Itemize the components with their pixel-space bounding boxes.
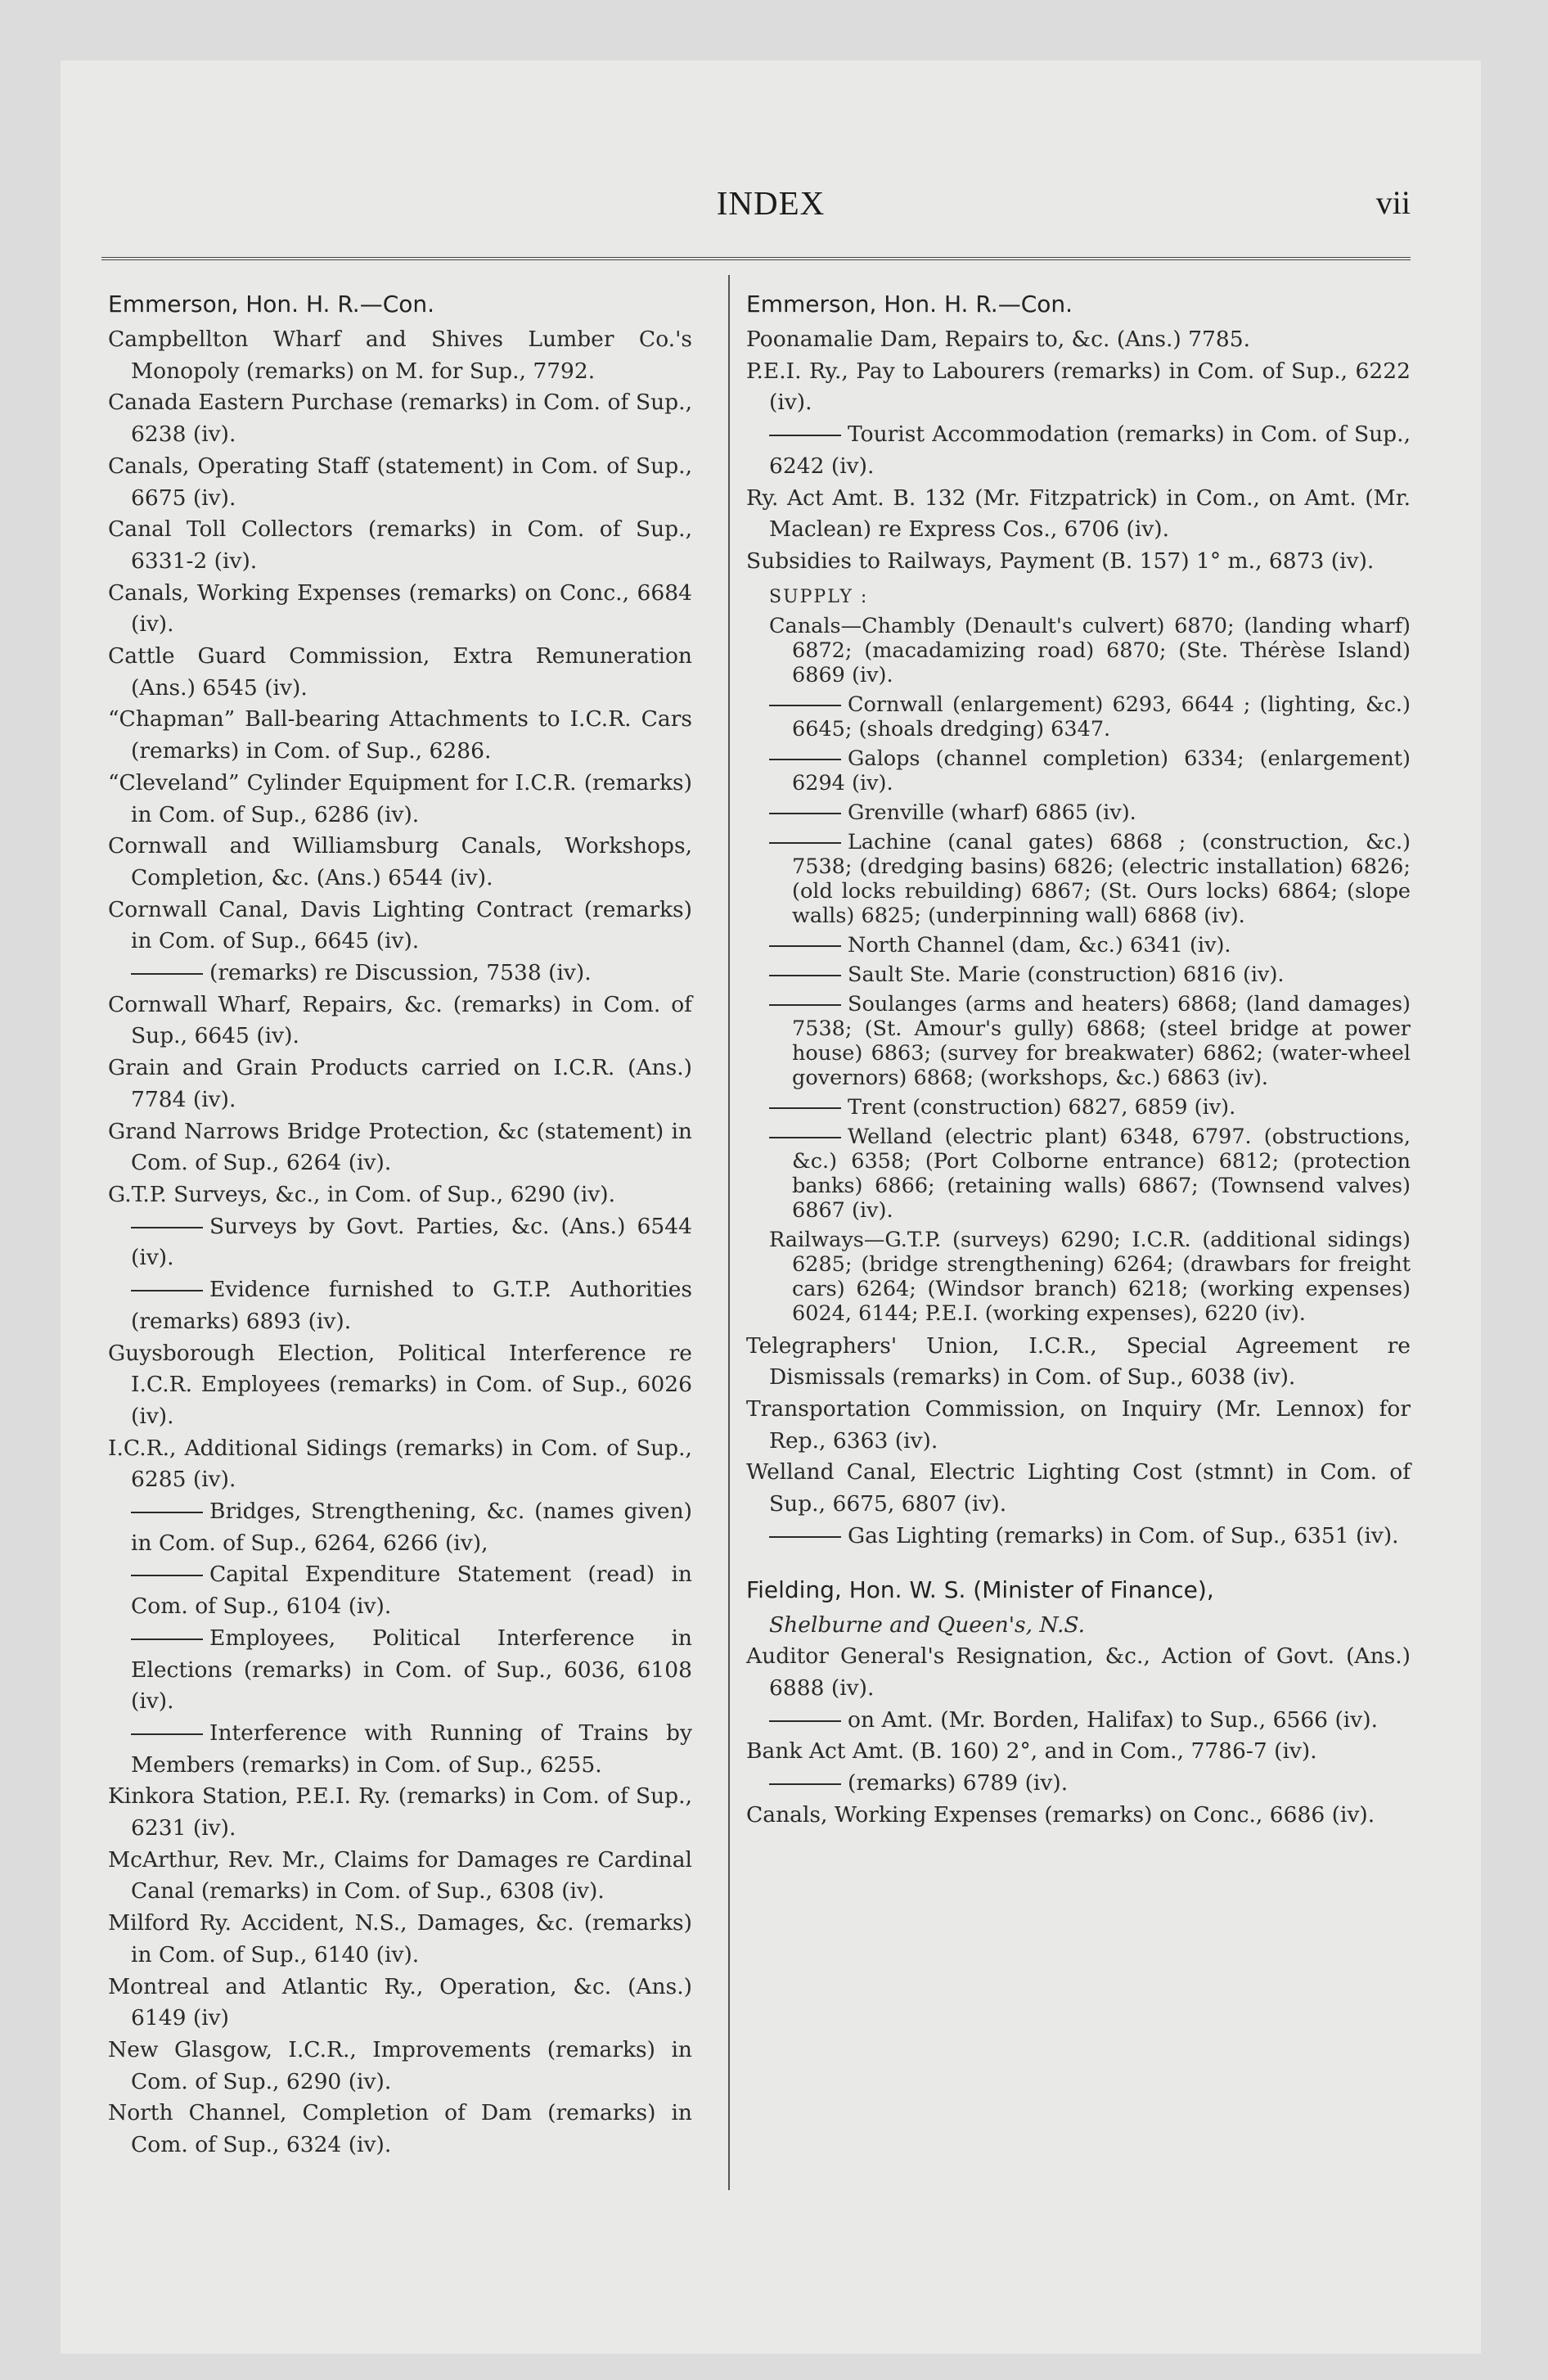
index-entry: Capital Expenditure Statement (read) in Com. of Sup., 6104 (iv). bbox=[131, 1562, 692, 1620]
index-entry: Welland Canal, Electric Lighting Cost (stmnt) in Com. of Sup., 6675, 6807 (iv). bbox=[746, 1459, 1411, 1517]
ditto-dash bbox=[769, 1720, 841, 1722]
ditto-dash bbox=[131, 1733, 203, 1735]
index-entry: Soulanges (arms and heaters) 6868; (land damages) 7538; (St. Amour's gully) 6868; (steel bridge at power house) 6863; (survey for breakwater) 6862; (water-wheel governors) 6868; (workshops, &c.) 6863 (iv). bbox=[746, 992, 1411, 1090]
index-entry: Milford Ry. Accident, N.S., Damages, &c. (remarks) in Com. of Sup., 6140 (iv). bbox=[108, 1910, 692, 1968]
index-entry: Poonamalie Dam, Repairs to, &c. (Ans.) 7785. bbox=[746, 327, 1251, 352]
index-entry: Sault Ste. Marie (construction) 6816 (iv). bbox=[746, 962, 1411, 987]
index-entry: Surveys by Govt. Parties, &c. (Ans.) 6544 (iv). bbox=[131, 1213, 692, 1271]
ditto-dash bbox=[769, 975, 841, 976]
index-entry: Transportation Commission, on Inquiry (Mr. Lennox) for Rep., 6363 (iv). bbox=[746, 1396, 1411, 1454]
index-entry: Canals, Working Expenses (remarks) on Conc., 6686 (iv). bbox=[746, 1801, 1375, 1828]
ditto-dash bbox=[131, 973, 203, 975]
index-entry: G.T.P. Surveys, &c., in Com. of Sup., 6290 (iv). bbox=[108, 1181, 616, 1207]
index-entry: Campbellton Wharf and Shives Lumber Co.'s Monopoly (remarks) on M. for Sup., 7792. bbox=[108, 327, 692, 384]
index-entry: Grenville (wharf) 6865 (iv). bbox=[746, 800, 1411, 825]
index-entry: Subsidies to Railways, Payment (B. 157) 1° m., 6873 (iv). bbox=[746, 548, 1375, 574]
ditto-dash bbox=[131, 1227, 203, 1228]
index-entry: Galops (channel completion) 6334; (enlargement) 6294 (iv). bbox=[746, 746, 1411, 796]
index-entry: Interference with Running of Trains by Members (remarks) in Com. of Sup., 6255. bbox=[131, 1720, 692, 1778]
index-entry: Cornwall Wharf, Repairs, &c. (remarks) in Com. of Sup., 6645 (iv). bbox=[108, 991, 692, 1049]
index-entry: P.E.I. Ry., Pay to Labourers (remarks) in Com. of Sup., 6222 (iv). bbox=[746, 358, 1411, 416]
index-entry: Tourist Accommodation (remarks) in Com. of Sup., 6242 (iv). bbox=[769, 421, 1411, 479]
ditto-dash bbox=[131, 1639, 203, 1640]
entry-list bbox=[746, 324, 1411, 578]
index-entry: Guysborough Election, Political Interference re I.C.R. Employees (remarks) in Com. of Sup., 6026 (iv). bbox=[108, 1340, 692, 1429]
ditto-dash bbox=[769, 759, 841, 760]
index-entry: “Chapman” Ball-bearing Attachments to I.C.R. Cars (remarks) in Com. of Sup., 6286. bbox=[108, 706, 692, 764]
ditto-dash bbox=[769, 945, 841, 947]
index-entry: Employees, Political Interference in Elections (remarks) in Com. of Sup., 6036, 6108 (iv). bbox=[131, 1625, 692, 1715]
index-entry: (remarks) re Discussion, 7538 (iv). bbox=[108, 958, 692, 989]
ditto-dash bbox=[769, 813, 841, 814]
entry-list bbox=[746, 1641, 1411, 1831]
index-entry: Cornwall Canal, Davis Lighting Contract (remarks) in Com. of Sup., 6645 (iv). bbox=[108, 896, 692, 954]
ditto-dash bbox=[131, 1290, 203, 1291]
index-entry: Trent (construction) 6827, 6859 (iv). bbox=[746, 1095, 1411, 1120]
ditto-dash bbox=[131, 1512, 203, 1513]
page-number: vii bbox=[1375, 184, 1411, 221]
ditto-dash bbox=[769, 1107, 841, 1109]
index-entry: “Cleveland” Cylinder Equipment for I.C.R. (remarks) in Com. of Sup., 6286 (iv). bbox=[108, 769, 692, 827]
index-entry: Telegraphers' Union, I.C.R., Special Agreement re Dismissals (remarks) in Com. of Sup., 6038 (iv). bbox=[746, 1332, 1411, 1391]
index-entry: McArthur, Rev. Mr., Claims for Damages re Cardinal Canal (remarks) in Com. of Sup., 6308 (iv). bbox=[108, 1846, 692, 1904]
index-entry: Canada Eastern Purchase (remarks) in Com. of Sup., 6238 (iv). bbox=[108, 390, 692, 448]
index-entry: Grand Narrows Bridge Protection, &c (statement) in Com. of Sup., 6264 (iv). bbox=[108, 1118, 692, 1176]
index-entry: North Channel (dam, &c.) 6341 (iv). bbox=[746, 933, 1411, 958]
index-heading: Emmerson, Hon. H. R.—Con. bbox=[108, 291, 435, 318]
index-entry: Bank Act Amt. (B. 160) 2°, and in Com., 7786-7 (iv). bbox=[746, 1738, 1317, 1765]
index-entry: Cornwall and Williamsburg Canals, Workshops, Completion, &c. (Ans.) 6544 (iv). bbox=[108, 833, 692, 890]
index-entry: Bridges, Strengthening, &c. (names given) in Com. of Sup., 6264, 6266 (iv), bbox=[131, 1499, 692, 1556]
index-entry: Canals, Operating Staff (statement) in Com. of Sup., 6675 (iv). bbox=[108, 453, 692, 511]
index-entry: I.C.R., Additional Sidings (remarks) in Com. of Sup., 6285 (iv). bbox=[108, 1435, 692, 1493]
right-column bbox=[746, 288, 1411, 1831]
index-entry: Gas Lighting (remarks) in Com. of Sup., 6351 (iv). bbox=[746, 1521, 1411, 1553]
index-entry: on Amt. (Mr. Borden, Halifax) to Sup., 6566 (iv). bbox=[746, 1705, 1411, 1737]
index-entry: Evidence furnished to G.T.P. Authorities (remarks) 6893 (iv). bbox=[131, 1277, 692, 1334]
index-heading-fielding: Fielding, Hon. W. S. (Minister of Finance), bbox=[746, 1575, 1214, 1603]
index-entry: Cattle Guard Commission, Extra Remuneration (Ans.) 6545 (iv). bbox=[108, 643, 692, 701]
ditto-dash bbox=[769, 842, 841, 844]
ditto-dash bbox=[769, 705, 841, 706]
ditto-dash bbox=[769, 435, 841, 436]
entry-list bbox=[108, 324, 692, 2161]
index-entry: North Channel, Completion of Dam (remarks) in Com. of Sup., 6324 (iv). bbox=[108, 2100, 692, 2158]
index-entry: (remarks) 6789 (iv). bbox=[746, 1768, 1411, 1800]
page-title: INDEX bbox=[716, 184, 826, 222]
index-page bbox=[61, 61, 1481, 2354]
index-entry: Canals—Chambly (Denault's culvert) 6870; (landing wharf) 6872; (macadamizing road) 6870; (Ste. Thérèse Island) 6869 (iv). bbox=[769, 613, 1411, 687]
index-entry: Canals, Working Expenses (remarks) on Conc., 6684 (iv). bbox=[108, 579, 692, 638]
ditto-dash bbox=[769, 1137, 841, 1138]
left-column bbox=[108, 288, 692, 2161]
ditto-dash bbox=[769, 1004, 841, 1006]
supply-entry-list bbox=[746, 614, 1411, 1326]
index-entry: Lachine (canal gates) 6868 ; (construction, &c.) 7538; (dredging basins) 6826; (electric installation) 6826; (old locks rebuilding) 6867; (St. Ours locks) 6864; (slope walls) 6825; (underpinning wall) 6868 (iv). bbox=[746, 830, 1411, 928]
index-entry: Auditor General's Resignation, &c., Action of Govt. (Ans.) 6888 (iv). bbox=[746, 1643, 1411, 1701]
column-divider bbox=[728, 275, 730, 2190]
constituency-label: Shelburne and Queen's, N.S. bbox=[769, 1611, 1086, 1638]
index-entry: Canal Toll Collectors (remarks) in Com. of Sup., 6331-2 (iv). bbox=[108, 516, 692, 574]
ditto-dash bbox=[131, 1575, 203, 1576]
index-entry: Grain and Grain Products carried on I.C.R. (Ans.) 7784 (iv). bbox=[108, 1055, 692, 1112]
running-head bbox=[61, 183, 1481, 241]
ditto-dash bbox=[769, 1783, 841, 1785]
supply-subheading: SUPPLY : bbox=[769, 586, 869, 607]
index-entry: Cornwall (enlargement) 6293, 6644 ; (lighting, &c.) 6645; (shoals dredging) 6347. bbox=[746, 692, 1411, 741]
ditto-dash bbox=[769, 1536, 841, 1538]
index-heading: Emmerson, Hon. H. R.—Con. bbox=[746, 291, 1073, 318]
entry-list bbox=[746, 1331, 1411, 1553]
index-entry: Welland (electric plant) 6348, 6797. (obstructions, &c.) 6358; (Port Colborne entrance) 6812; (protection banks) 6866; (retaining walls) 6867; (Townsend valves) 6867 (iv). bbox=[746, 1125, 1411, 1223]
index-entry: Kinkora Station, P.E.I. Ry. (remarks) in Com. of Sup., 6231 (iv). bbox=[108, 1783, 692, 1841]
index-entry: Montreal and Atlantic Ry., Operation, &c. (Ans.) 6149 (iv) bbox=[108, 1973, 692, 2031]
index-entry: Railways—G.T.P. (surveys) 6290; I.C.R. (additional sidings) 6285; (bridge strengthening) 6264; (drawbars for freight cars) 6264; (Windsor branch) 6218; (working expenses) 6024, 6144; P.E.I. (working expenses), 6220 (iv). bbox=[769, 1227, 1411, 1326]
index-entry: Ry. Act Amt. B. 132 (Mr. Fitzpatrick) in Com., on Amt. (Mr. Maclean) re Express Cos., 6706 (iv). bbox=[746, 485, 1411, 543]
header-rule bbox=[101, 257, 1411, 260]
index-entry: New Glasgow, I.C.R., Improvements (remarks) in Com. of Sup., 6290 (iv). bbox=[108, 2036, 692, 2094]
